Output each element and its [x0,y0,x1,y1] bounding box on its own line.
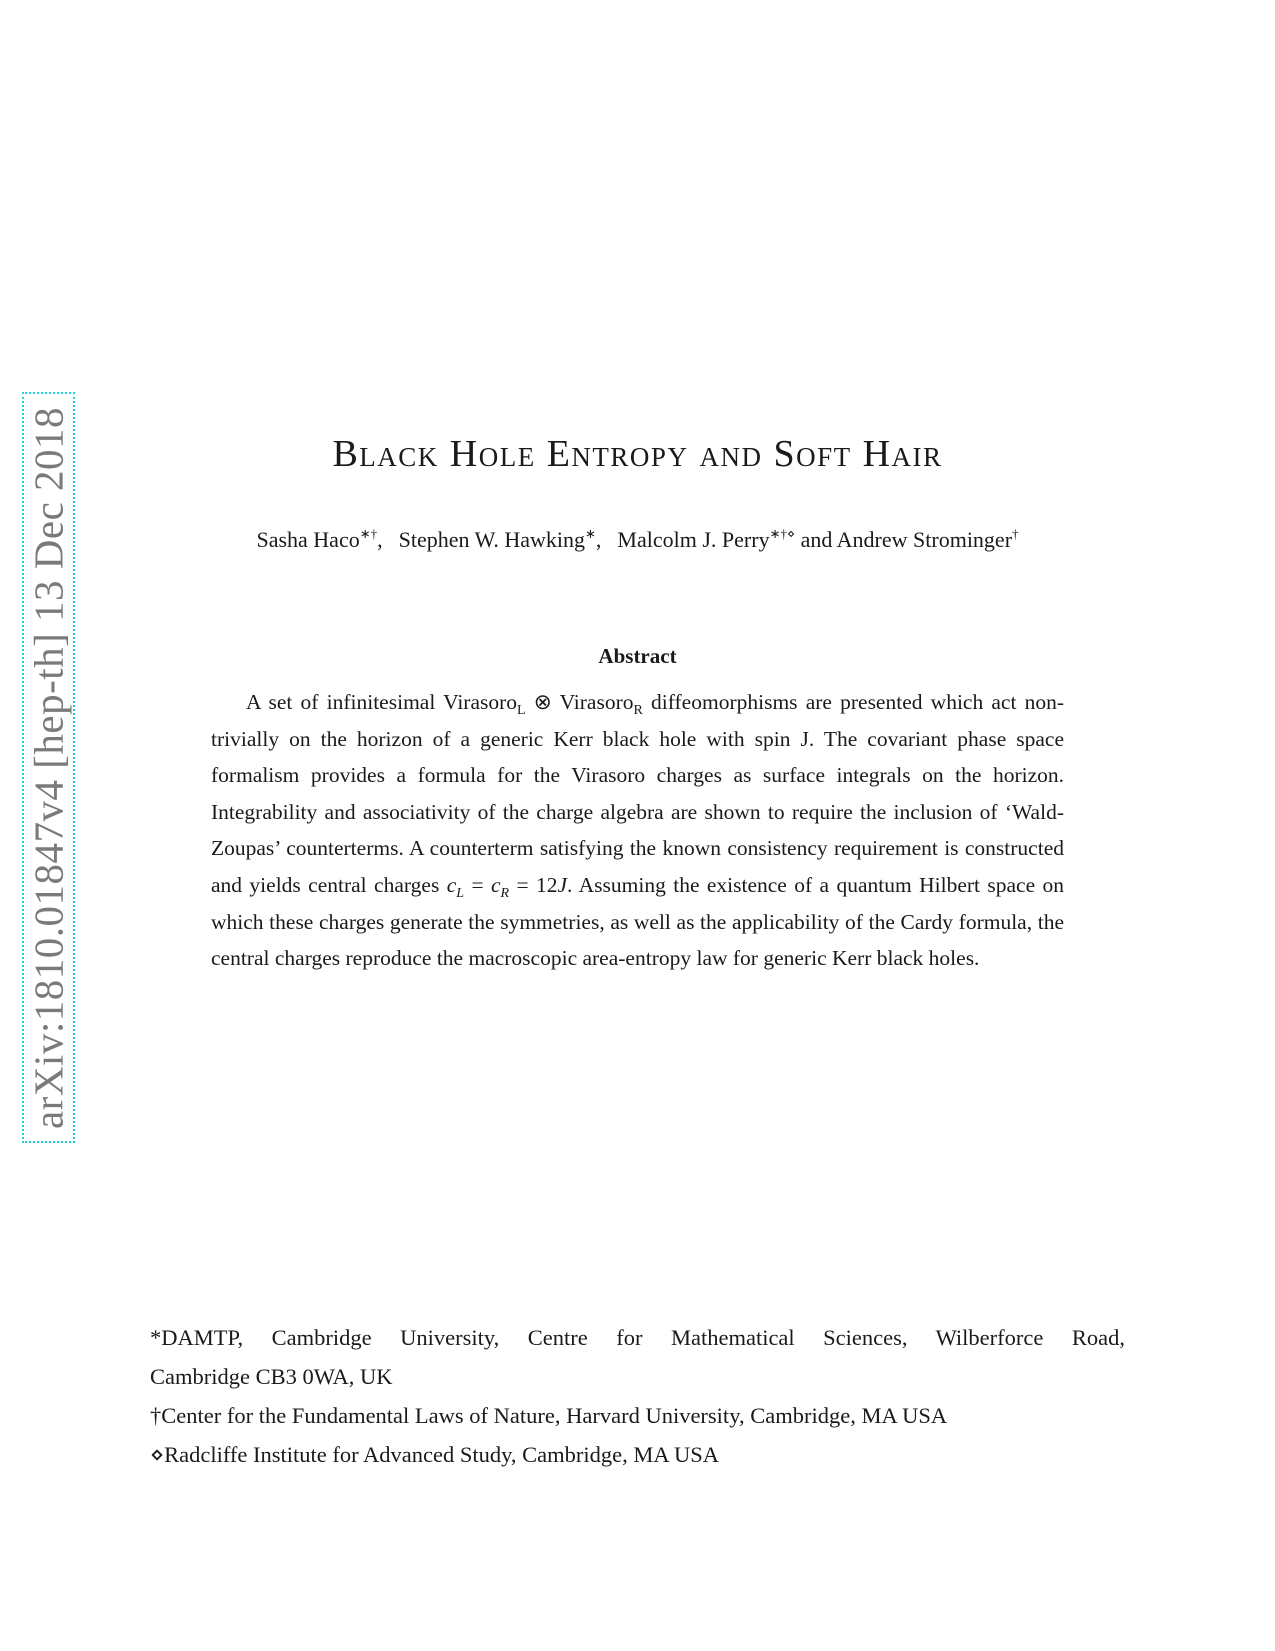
author-affiliation-marks: ∗ [585,526,596,541]
paper-title: Black Hole Entropy and Soft Hair [332,433,943,475]
author-connector: and [800,527,833,552]
author-affiliation-marks: ∗† [359,526,378,541]
abstract-heading: Abstract [598,644,677,668]
central-charge-right: $c_R$ [490,872,510,901]
arxiv-identifier: arXiv:1810.01847v4 [hep-th] 13 Dec 2018 [25,406,71,1129]
author-name: Sasha Haco [256,527,360,552]
affiliation-line: Cambridge CB3 0WA, UK [150,1364,393,1389]
affiliation-line: *DAMTP, Cambridge University, Centre for Mathematical Sciences, Wilberforce Road, [150,1325,1125,1350]
author-affiliation-marks: ∗†⋄ [769,526,796,541]
abstract-text: A set of infinitesimal Virasoro$_L$ ⊗ Virasoro$_R$ diffeomorphisms are presented which act non-trivially on the horizon of a generic Kerr black hole with spin J. The covariant phase space formalism provides a formula for the Virasoro charges as surface integrals on the horizon. Integrability and associativity of the charge algebra are shown to require the inclusion of ‘Wald-Zoupas’ counterterms. A counterterm satisfying the known consistency requirement is constructed and yields central charges $c_L = c_R = 12J$. Assuming the existence of a quantum Hilbert space on which these charges generate the symmetries, as well as the applicability of the Cardy formula, the central charges reproduce the macroscopic area-entropy law for generic Kerr black holes. [211,690,1065,971]
affiliation-line: ⋄Radcliffe Institute for Advanced Study, Cambridge, MA USA [150,1442,720,1467]
author-list: Sasha Haco∗†, Stephen W. Hawking∗, Malcolm J. Perry∗†⋄ and Andrew Strominger† [256,526,1019,552]
central-charge-left: $c_L$ [446,872,465,901]
affiliations [150,1318,1125,1474]
author-name: Malcolm J. Perry [617,527,770,552]
affiliation-line: †Center for the Fundamental Laws of Nature, Harvard University, Cambridge, MA USA [150,1403,948,1428]
arxiv-stamp [22,392,75,1143]
author-name: Stephen W. Hawking [398,527,586,552]
author-name: Andrew Strominger [836,527,1013,552]
author-affiliation-marks: † [1012,526,1019,541]
